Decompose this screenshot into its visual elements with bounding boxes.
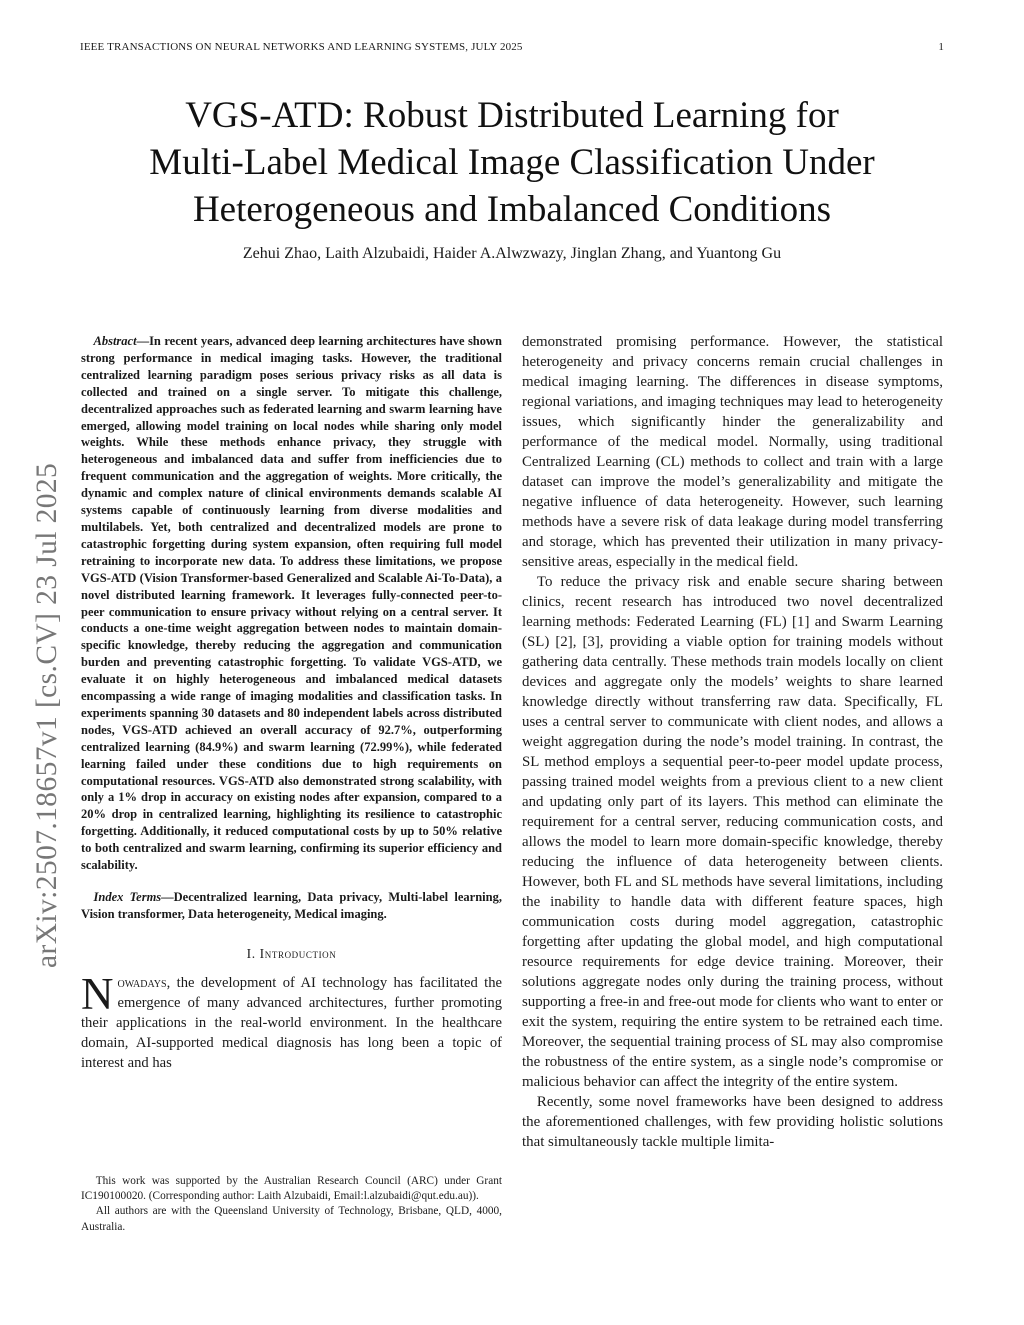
abstract bbox=[81, 333, 502, 874]
affiliation-note: All authors are with the Queensland University of Technology, Brisbane, QLD, 4000, Australia. bbox=[81, 1205, 502, 1233]
body-paragraph-1: demonstrated promising performance. However, the statistical heterogeneity and privacy concerns remain crucial challenges in medical imaging learning. The differences in disease symptoms, regional variations, and imaging techniques may lead to heterogeneity issues, which significantly hinder the generalizability and performance of the medical model. Normally, using traditional Centralized Learning (CL) methods to collect and train with a large dataset can improve the model’s generalizability and mitigate the negative influence of data heterogeneity. However, such learning methods have a severe risk of data leakage during model transferring and storage, which has prevented their utilization in many privacy-sensitive areas, especially in the medical field. bbox=[522, 334, 943, 570]
body-paragraph-2: To reduce the privacy risk and enable secure sharing between clinics, recent research has introduced two novel decentralized learning methods: Federated Learning (FL) [1] and Swarm Learning (SL) [2], [3], providing a viable option for training models without gathering data centrally. These methods train models locally on client devices and aggregate only the models’ weights to share learned knowledge directly without transferring raw data. Specifically, FL uses a central server to communicate with client nodes, and allows a weight aggregation during the node’s model training. In contrast, the SL method employs a sequential peer-to-peer model update process, passing trained model weights from a previous client to a new client and updating only part of its layers. This method can eliminate the requirement for a central server, reducing communication costs, and allows the model to learn more domain-specific knowledge, thereby reducing the influence of data heterogeneity between clients. However, both FL and SL methods have several limitations, including the inability to handle data with different feature spaces, high communication costs during model aggregation, catastrophic forgetting after updating the global model, and high computational resource requirements for edge device training. Moreover, their solutions aggregate nodes only during the training process, without supporting a free-in and free-out mode for clients who want to enter or exit the system, requiring the entire system to be retrained each time. Moreover, the sequential training process of SL may also compromise the robustness of the entire system, as a single node’s compromise or malicious behavior can affect the integrity of the entire system. bbox=[522, 574, 943, 1090]
section-number: I. bbox=[246, 945, 260, 961]
index-terms-label: Index Terms bbox=[93, 890, 162, 904]
title-line-3: Heterogeneous and Imbalanced Conditions bbox=[192, 189, 832, 230]
footnotes bbox=[81, 1174, 502, 1235]
title-line-1: VGS-ATD: Robust Distributed Learning for bbox=[185, 95, 839, 136]
intro-lead-word: owadays, bbox=[117, 974, 171, 991]
funding-note: This work was supported by the Australian Research Council (ARC) under Grant IC190100020. (Corresponding author: Laith Alzubaidi, Email:l.alzubaidi@qut.edu.au)). bbox=[81, 1175, 502, 1203]
paper-title bbox=[60, 92, 964, 233]
arxiv-identifier: arXiv:2507.18657v1 [cs.CV] 23 Jul 2025 bbox=[31, 462, 63, 968]
index-terms-text: —Decentralized learning, Data privacy, Multi-label learning, Vision transformer, Data heterogeneity, Medical imaging. bbox=[81, 890, 502, 921]
title-line-2: Multi-Label Medical Image Classification Under bbox=[149, 142, 875, 183]
abstract-label: Abstract bbox=[93, 334, 137, 348]
index-terms bbox=[81, 889, 502, 923]
intro-text: the development of AI technology has facilitated the emergence of many advanced architectures, further promoting their applications in the real-world environment. In the healthcare domain, AI-supported medical diagnosis has long been a topic of interest and has bbox=[81, 974, 502, 1071]
abstract-text: —In recent years, advanced deep learning architectures have shown strong performance in medical imaging tasks. However, the traditional centralized learning paradigm poses serious privacy risks as all data is collected and trained on a single server. To mitigate this challenge, decentralized approaches such as federated learning and swarm learning have emerged, allowing model training on local nodes while sharing only model weights. While these methods enhance privacy, they struggle with heterogeneous and imbalanced data and suffer from inefficiencies due to frequent communication and the aggregation of weights. More critically, the dynamic and complex nature of clinical environments demands scalable AI systems capable of continuously learning from diverse modalities and multilabels. Yet, both centralized and decentralized models are prone to catastrophic forgetting during system expansion, often requiring full model retraining to incorporate new data. To address these limitations, we propose VGS-ATD (Vision Transformer-based Generalized and Scalable Ai-To-Data), a novel distributed learning framework. It leverages fully-connected peer-to-peer communication to ensure privacy without relying on a central server. It conducts a one-time weight aggregation between nodes to maintain domain-specific knowledge, thereby reducing the aggregation and communication burden and preventing catastrophic forgetting. To validate VGS-ATD, we evaluate it on highly heterogeneous and imbalanced medical datasets encompassing a wide range of imaging modalities and classification tasks. In experiments spanning 30 datasets and 80 independent labels across distributed nodes, VGS-ATD achieved an overall accuracy of 92.7%, outperforming centralized learning (84.9%) and swarm learning (72.99%), while federated learning failed under these conditions due to high requirements on computational resources. VGS-ATD also demonstrated strong scalability, with only a 1% drop in accuracy on existing nodes after expansion, compared to a 20% drop in centralized learning, highlighting its resilience to catastrophic forgetting. Additionally, it reduced computational costs by up to 50% relative to both centralized and swarm learning, confirming its superior efficiency and scalability. bbox=[81, 334, 502, 873]
section-title: Introduction bbox=[259, 945, 337, 961]
intro-paragraph bbox=[81, 968, 502, 1073]
left-column bbox=[81, 333, 502, 1073]
journal-name: IEEE TRANSACTIONS ON NEURAL NETWORKS AND LEARNING SYSTEMS, JULY 2025 bbox=[80, 41, 523, 53]
author-list: Zehui Zhao, Laith Alzubaidi, Haider A.Alwzwazy, Jinglan Zhang, and Yuantong Gu bbox=[242, 245, 782, 262]
right-column bbox=[522, 332, 943, 1152]
section-heading-introduction bbox=[81, 944, 502, 964]
body-paragraph-3: Recently, some novel frameworks have been designed to address the aforementioned challenges, with few providing holistic solutions that simultaneously tackle multiple limita- bbox=[522, 1094, 943, 1150]
page-number: 1 bbox=[938, 41, 944, 53]
drop-cap: N bbox=[81, 968, 114, 1019]
